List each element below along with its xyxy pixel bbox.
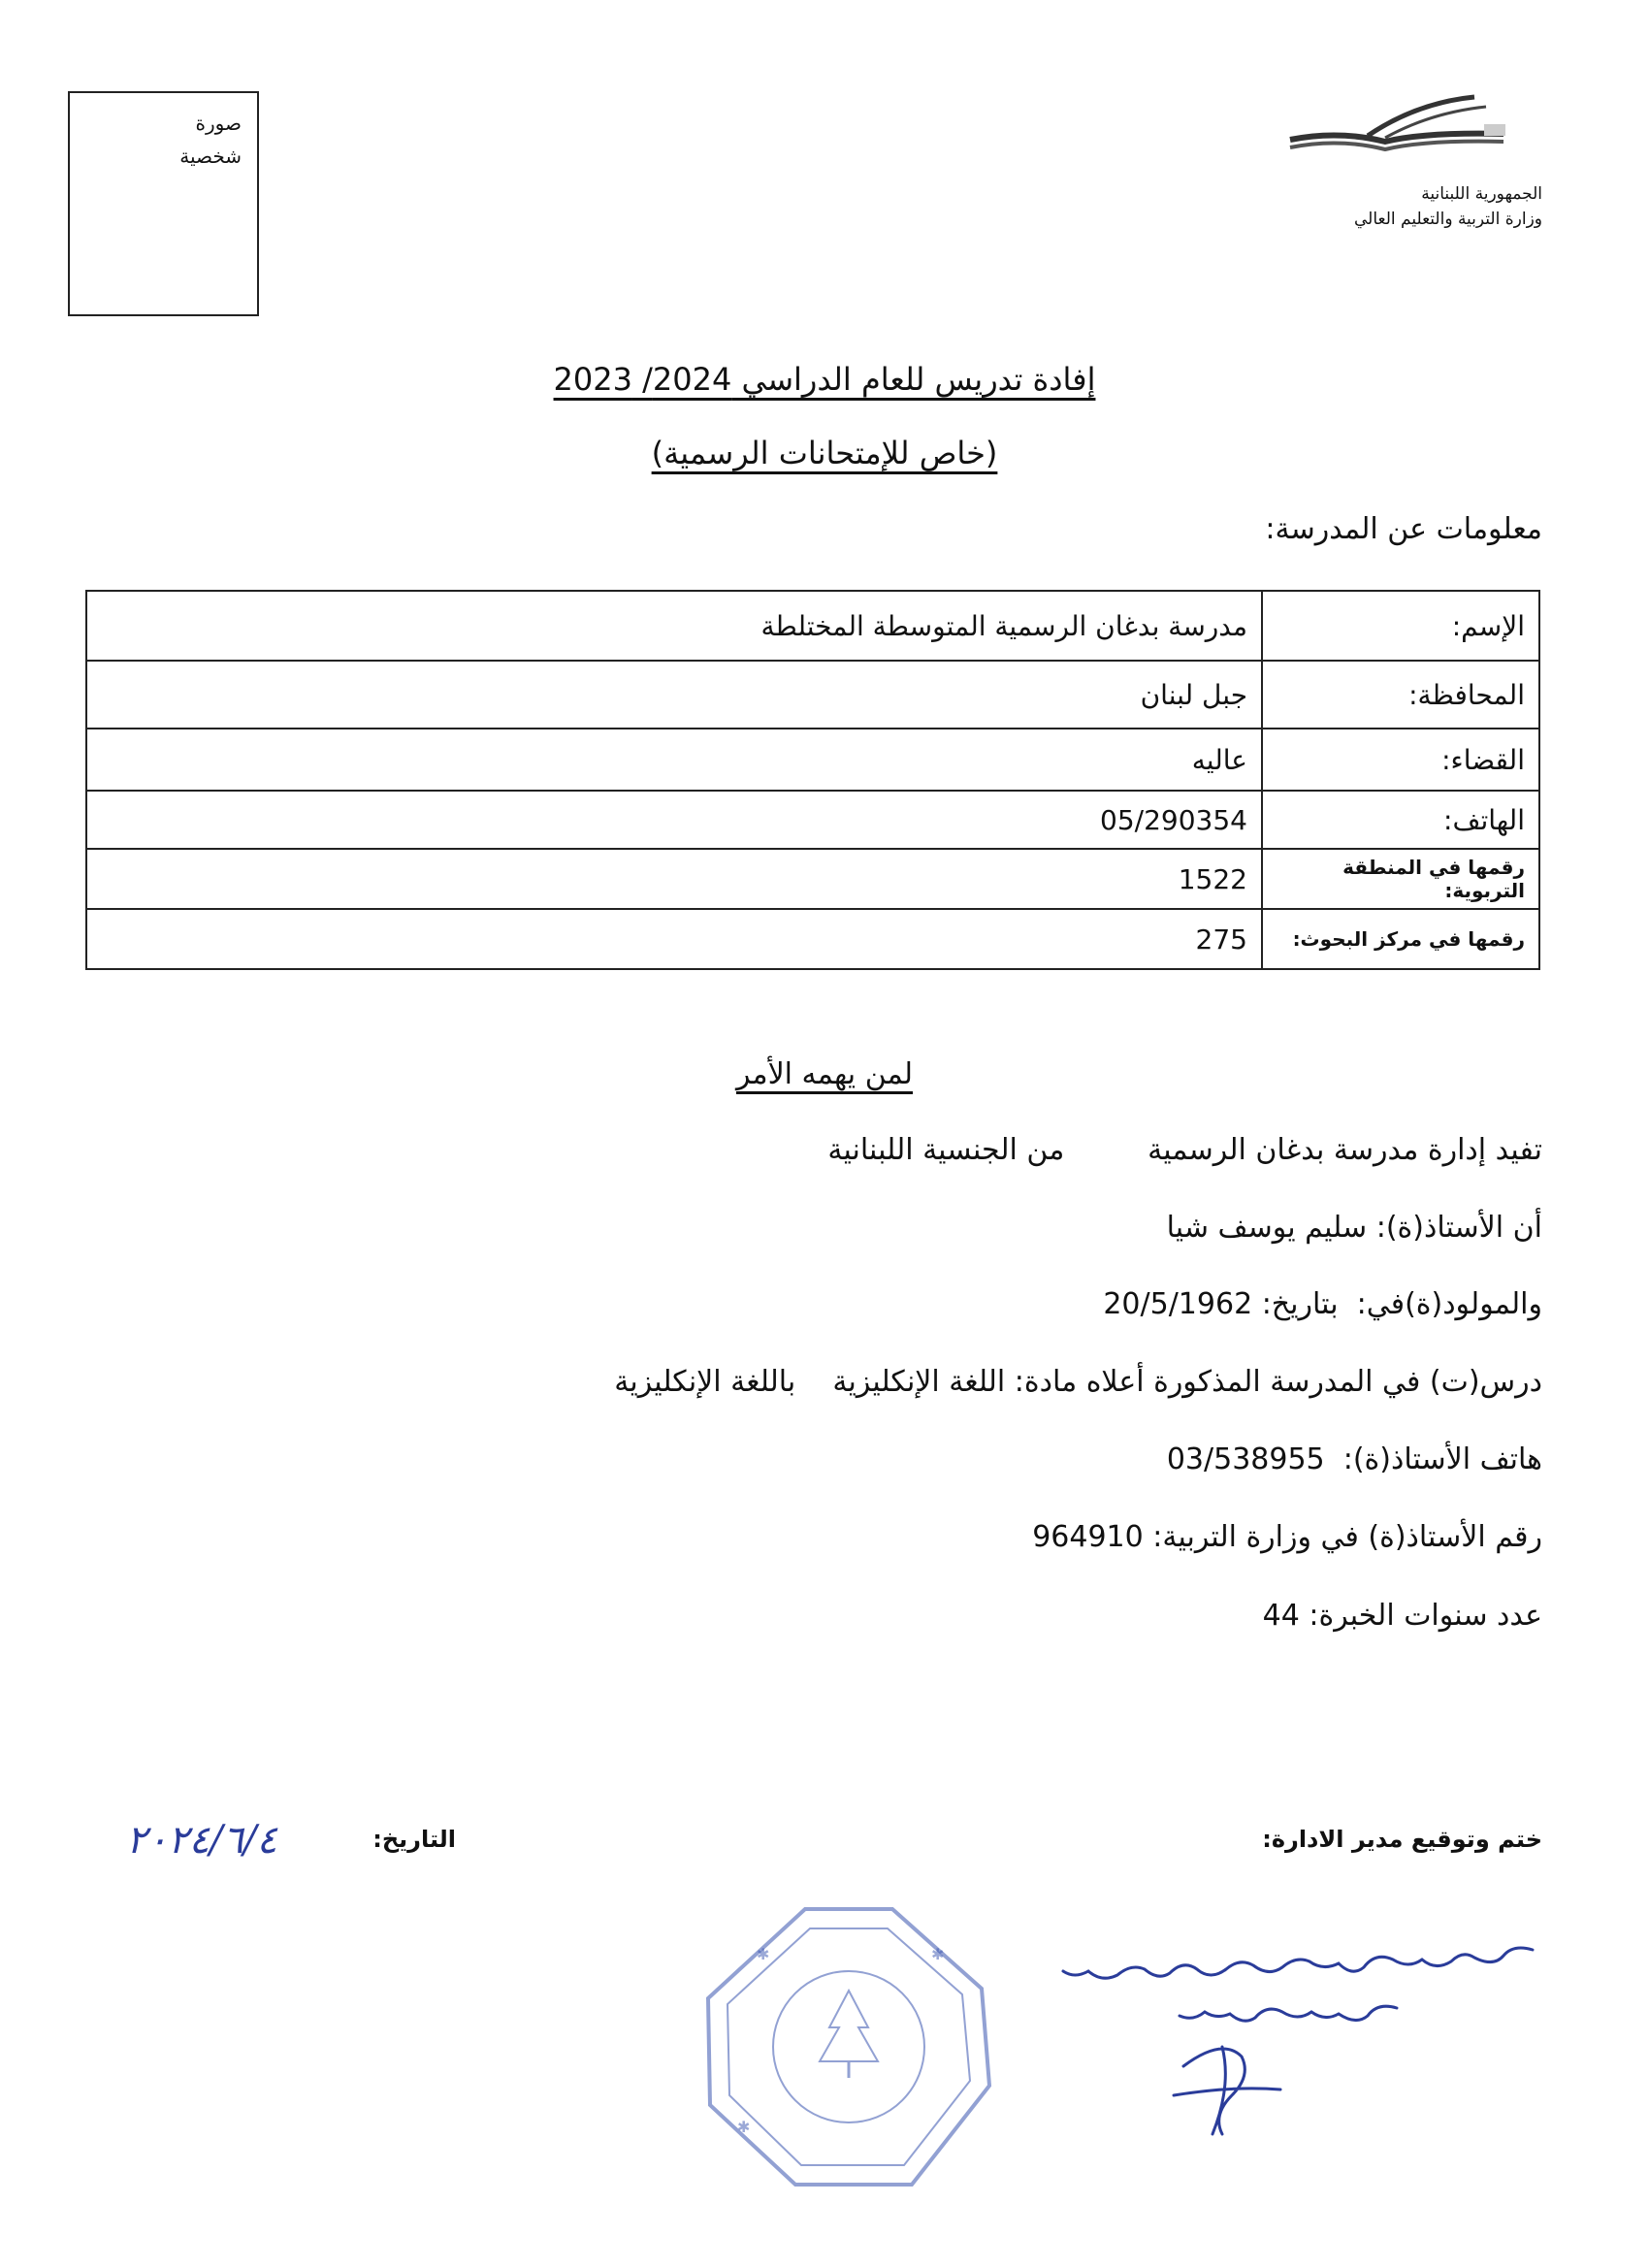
table-row — [86, 729, 1539, 791]
document-title-text: إفادة تدريس للعام الدراسي 2024/ 2023 — [553, 361, 1096, 398]
photo-label-line2: شخصية — [179, 145, 242, 168]
letter-line-teacher-phone: هاتف الأستاذ(ة): 03/538955 — [1166, 1442, 1542, 1476]
school-info-heading: معلومات عن المدرسة: — [1265, 512, 1542, 546]
photo-label-line1: صورة — [195, 112, 242, 135]
row-label-district: القضاء: — [1262, 729, 1539, 791]
svg-text:✱: ✱ — [931, 1945, 945, 1963]
row-value-research-center-number: 275 — [86, 909, 1262, 969]
table-row — [86, 791, 1539, 849]
letter-line-birth: والمولود(ة)في: بتاريخ: 20/5/1962 — [1103, 1287, 1542, 1321]
svg-text:✱: ✱ — [737, 2118, 751, 2136]
republic-name: الجمهورية اللبنانية — [1421, 184, 1542, 204]
to-whom-heading — [582, 1057, 1067, 1091]
handwritten-signature — [1009, 1930, 1552, 2163]
date-label: التاريخ: — [372, 1826, 456, 1853]
row-label-phone: الهاتف: — [1262, 791, 1539, 849]
photo-box — [68, 91, 259, 316]
open-book-icon — [1271, 93, 1523, 171]
letter-line-experience: عدد سنوات الخبرة: 44 — [1262, 1599, 1542, 1633]
ministry-logo — [1251, 93, 1542, 248]
letter-line-ministry-number: رقم الأستاذ(ة) في وزارة التربية: 964910 — [1032, 1520, 1542, 1554]
ministry-name: وزارة التربية والتعليم العالي — [1353, 210, 1542, 229]
row-label-research-center-number: رقمها في مركز البحوث: — [1262, 909, 1539, 969]
table-row — [86, 909, 1539, 969]
date-block — [126, 1818, 456, 1884]
row-value-name: مدرسة بدغان الرسمية المتوسطة المختلطة — [86, 591, 1262, 661]
octagon-stamp-icon — [698, 1901, 999, 2192]
table-row — [86, 849, 1539, 909]
row-label-name: الإسم: — [1262, 591, 1539, 661]
signature-label: ختم وتوقيع مدير الادارة: — [1262, 1826, 1542, 1853]
letter-line-school: تفيد إدارة مدرسة بدغان الرسمية من الجنسية اللبنانية — [827, 1133, 1542, 1167]
handwritten-date: ٢٠٢٤/٦/٤ — [126, 1818, 277, 1863]
row-value-phone: 05/290354 — [86, 791, 1262, 849]
letter-line-subject: درس(ت) في المدرسة المذكورة أعلاه مادة: اللغة الإنكليزية باللغة الإنكليزية — [614, 1365, 1542, 1399]
row-label-edu-region-number: رقمها في المنطقة التربوية: — [1262, 849, 1539, 909]
svg-text:✱: ✱ — [757, 1945, 770, 1963]
row-value-district: عاليه — [86, 729, 1262, 791]
row-value-edu-region-number: 1522 — [86, 849, 1262, 909]
school-info-table — [85, 590, 1540, 970]
school-stamp — [698, 1901, 999, 2192]
document-subtitle-text: (خاص للإمتحانات الرسمية) — [651, 435, 998, 471]
photo-label — [125, 107, 242, 173]
document-title — [340, 361, 1310, 398]
table-row — [86, 661, 1539, 729]
document-subtitle — [340, 435, 1310, 471]
row-label-governorate: المحافظة: — [1262, 661, 1539, 729]
signature-scribble-icon — [1009, 1930, 1552, 2163]
row-value-governorate: جبل لبنان — [86, 661, 1262, 729]
letter-line-teacher: أن الأستاذ(ة): سليم يوسف شيا — [1166, 1211, 1542, 1245]
to-whom-text: لمن يهمه الأمر — [735, 1057, 914, 1091]
table-row — [86, 591, 1539, 661]
